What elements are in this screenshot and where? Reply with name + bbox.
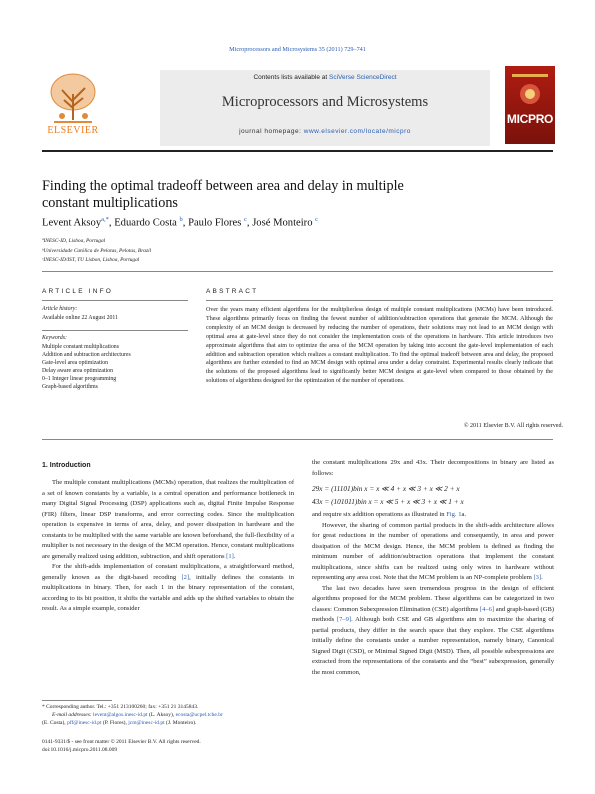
body-paragraph — [312, 521, 554, 584]
homepage-link[interactable]: www.elsevier.com/locate/micpro — [303, 128, 411, 135]
author-list — [42, 216, 318, 229]
affiliation: ªINESC-ID, Lisboa, Portugal — [42, 238, 106, 244]
email-link[interactable]: jcm@inesc-id.pt — [128, 720, 165, 726]
footnote-rule — [42, 700, 112, 701]
author-name[interactable]: José Monteiro — [252, 217, 313, 229]
author-affiliation-mark[interactable]: b — [179, 216, 183, 223]
elsevier-wordmark: ELSEVIER — [47, 125, 99, 136]
paragraph-text: For the shift-adds implementation of constant multiplications, a straightforward method, generally known as the digit-based recoding — [42, 563, 294, 581]
contents-line — [160, 74, 490, 81]
header-rule — [42, 150, 553, 152]
homepage-prefix: journal homepage: — [239, 128, 302, 135]
paragraph-text: . — [233, 552, 236, 560]
cover-art — [510, 72, 550, 108]
author-affiliation-mark[interactable]: a,* — [101, 216, 109, 223]
keyword-item: Multiple constant multiplications — [42, 344, 119, 350]
author-affiliation-mark[interactable]: c — [315, 216, 319, 223]
paragraph-text: and graph-based (GB) methods — [312, 605, 554, 623]
equation-block — [312, 482, 554, 508]
article-info-heading: ARTICLE INFO — [42, 288, 114, 295]
email-owner: (P. Flores), — [101, 720, 129, 726]
abstract-rule — [206, 300, 553, 301]
body-left-column — [42, 478, 294, 615]
equation: 29x = (11101)bin x = x ≪ 4 + x ≪ 3 + x ≪ 2 + x — [312, 484, 460, 493]
body-paragraph — [42, 478, 294, 562]
email-owner: (E. Costa), — [42, 720, 68, 726]
email-link[interactable]: pff@inesc-id.pt — [67, 720, 102, 726]
abstract-text: Over the years many efficient algorithms for the multiplierless design of multiple constant multiplications (MCMs) have been introduced. These algorithms primarily focus on finding the fewest number of addition/subtraction operations that generate the MCM. Although the complexity of an MCM design is decreased by reducing the number of operations, their solutions may not lead to an MCM design with optimal area at gate-level since they do not consider the implementation costs of the operations in hardware. This article introduces two approximate algorithms that aim to optimize the area of the MCM operation by taking into account the gate-level implementation of each addition and subtraction operation which realizes a constant multiplication. To find the optimal tradeoff between area and delay, the proposed algorithms are further extended to find an MCM design with optimal area under a delay constraint. Experimental results clearly indicate that the solutions of the proposed algorithms lead to significantly better MCM designs at gate-level when compared to those obtained by the solutions of algorithms designed for the optimization of the number of operations. — [206, 307, 553, 385]
paragraph-text: a. — [461, 511, 467, 518]
article-title-line-2: constant multiplications — [42, 195, 178, 211]
keywords-rule — [42, 330, 188, 331]
figure-link[interactable]: Fig. 1 — [446, 511, 462, 518]
journal-title: Microprocessors and Microsystems — [221, 94, 429, 110]
paragraph-text: The multiple constant multiplications (MCMs) operation, that realizes the multiplication of a set of known constants by a variable, is a central operation and performance bottleneck in many Digital Signal Processing (DSP) applications such as, digital Finite Impulse Response (FIR) filters, linear DSP transforms, and error correcting codes. Since the multiplication operation is expensive in terms of area, delay, and power dissipation in hardware and the constants to be multiplied with the same variable are known beforehand, the full-flexibility of a multiplier is not necessary in the design of the MCM operation. Hence, constant multiplications are generally realized using addition, subtraction, and shift operations — [42, 479, 294, 560]
section-rule — [42, 271, 553, 272]
body-right-column — [312, 458, 554, 678]
paragraph-text: . — [541, 574, 543, 581]
elsevier-tree-logo — [42, 70, 104, 126]
reference-link[interactable]: [2] — [181, 573, 190, 581]
author-separator: , — [108, 217, 115, 229]
paragraph-text: However, the sharing of common partial products in the shift-adds architecture allows for great reductions in the number of operations and consequently, in area and power dissipation of the MCM design. Hence, the MCM problem is defined as finding the minimum number of addition/subtraction operations that implement the constant multiplications, since shifts can be realized using only wires in hardware without representing any area cost. Note that the MCM problem is an NP-complete problem — [312, 521, 554, 581]
paragraph-text: , initially defines the constants in multiplications in binary. Then, for each 1 in the binary representation of the constant, according to its bit position, it shifts the variable and adds up the shifted variables to obtain the result. As a simple example, consider — [42, 573, 294, 612]
keywords-label: Keywords: — [42, 335, 67, 341]
contents-prefix: Contents lists available at — [253, 74, 328, 81]
author-separator: , — [246, 217, 253, 229]
reference-link[interactable]: [4–6] — [479, 605, 495, 613]
email-addresses-cont — [42, 720, 196, 727]
reference-link[interactable]: [7–9] — [336, 616, 352, 623]
article-info-rule — [42, 300, 188, 301]
keyword-item: Addition and subtraction architectures — [42, 352, 131, 358]
history-label: Article history: — [42, 306, 78, 312]
keyword-item: Gate-level area optimization — [42, 360, 108, 366]
affiliation: ᶜINESC-ID/IST, TU Lisbon, Lisboa, Portugal — [42, 257, 140, 263]
issn-line: 0141-9331/$ - see front matter © 2011 Elsevier B.V. All rights reserved. — [42, 739, 201, 745]
author-name[interactable]: Levent Aksoy — [42, 217, 102, 229]
paragraph-text: . Although both CSE and GB algorithms aim to maximize the sharing of partial products, they differ in the search space that they explore. The CSE algorithms initially define the constants under a number representation, namely binary, Canonical Signed Digit (CSD), or Minimal Signed Digit (MSD). Then, all possible subexpressions are extracted from the representations of the constants and the “best” subexpression, generally the most common, — [312, 616, 554, 676]
body-paragraph — [312, 584, 554, 679]
email-label: E-mail addresses: — [52, 712, 92, 718]
author-affiliation-mark[interactable]: c — [244, 216, 247, 223]
cover-title: MICPRO — [506, 112, 554, 126]
section-heading: 1. Introduction — [42, 462, 91, 469]
keyword-item: 0–1 Integer linear programming — [42, 376, 117, 382]
email-addresses — [52, 712, 223, 719]
keyword-item: Delay aware area optimization — [42, 368, 113, 374]
paragraph-text: and require six addition operations as illustrated in — [312, 511, 447, 518]
author-name[interactable]: Eduardo Costa — [114, 217, 177, 229]
history-value: Available online 22 August 2011 — [42, 315, 118, 321]
reference-link[interactable]: [3] — [533, 574, 542, 581]
email-link[interactable]: ecosta@ucpel.tche.br — [175, 712, 223, 718]
email-link[interactable]: levent@algos.inesc-id.pt — [93, 712, 148, 718]
body-paragraph — [42, 562, 294, 615]
article-title-line-1: Finding the optimal tradeoff between area and delay in multiple — [42, 178, 404, 194]
affiliation: ᵇUniversidade Católica de Pelotas, Pelotas, Brazil — [42, 248, 152, 254]
reference-link[interactable]: [1] — [226, 552, 234, 560]
author-separator: , — [182, 217, 189, 229]
article-title — [42, 178, 462, 212]
journal-citation[interactable]: Microprocessors and Microsystems 35 (2011) 729–741 — [229, 46, 366, 53]
sciencedirect-link[interactable]: SciVerse ScienceDirect — [328, 74, 397, 81]
journal-homepage — [160, 128, 490, 135]
doi-link[interactable]: doi:10.1016/j.micpro.2011.08.009 — [42, 747, 118, 753]
paragraph-continuation: the constant multiplications 29x and 43x. Their decompositions in binary are listed as follows: — [312, 459, 554, 477]
paragraph-text: The last two decades have seen tremendous progress in the design of efficient algorithms proposed for the MCM problem. These algorithms can be categorized in two classes: Common Subexpression Elimination (CSE) algorithms — [312, 584, 554, 613]
keyword-item: Graph-based algorithms — [42, 384, 98, 390]
abstract-heading: ABSTRACT — [206, 288, 259, 295]
email-owner: (J. Monteiro). — [164, 720, 197, 726]
body-paragraph — [312, 510, 554, 521]
copyright-notice: © 2011 Elsevier B.V. All rights reserved. — [463, 423, 563, 429]
corresponding-author-note: * Corresponding author. Tel.: +351 213100260; fax: +351 21 3145843. — [42, 704, 199, 710]
email-owner: (L. Aksoy), — [147, 712, 176, 718]
author-name[interactable]: Paulo Flores — [188, 217, 242, 229]
equation: 43x = (101011)bin x = x ≪ 5 + x ≪ 3 + x ≪ 1 + x — [312, 497, 464, 506]
abstract-bottom-rule — [42, 439, 553, 440]
